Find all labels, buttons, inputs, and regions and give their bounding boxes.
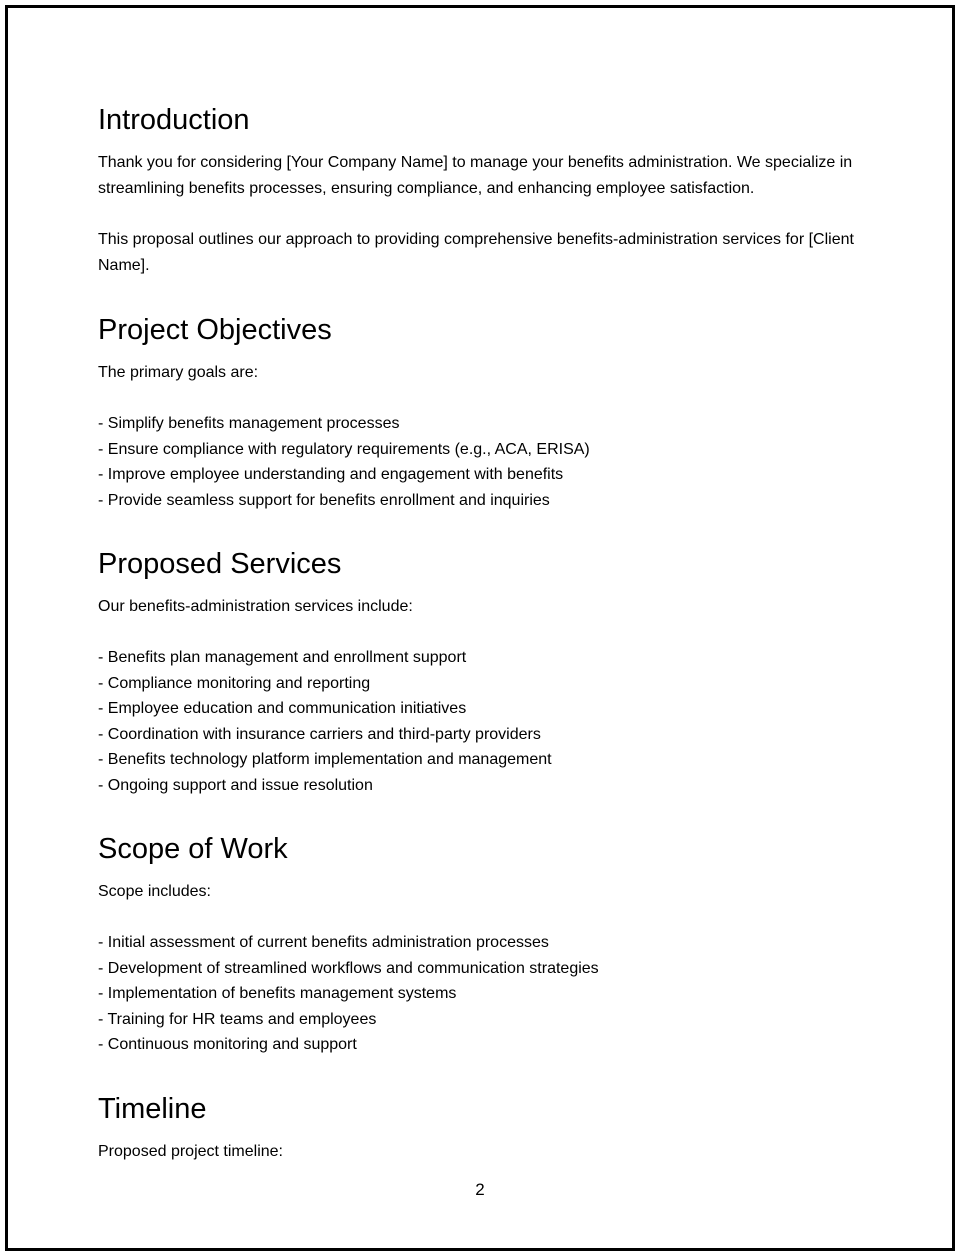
list-item: - Benefits plan management and enrollment support xyxy=(98,649,467,666)
introduction-paragraph-2: This proposal outlines our approach to providing comprehensive benefits-administration services for [Client Name]. xyxy=(98,231,854,274)
timeline-heading: Timeline xyxy=(98,1093,207,1125)
list-item: - Provide seamless support for benefits enrollment and inquiries xyxy=(98,491,550,509)
objectives-heading: Project Objectives xyxy=(98,314,332,346)
list-item: - Training for HR teams and employees xyxy=(98,1010,377,1028)
list-item: - Ensure compliance with regulatory requirements (e.g., ACA, ERISA) xyxy=(98,440,590,458)
list-item: - Development of streamlined workflows and communication strategies xyxy=(98,959,599,977)
introduction-paragraph-1: Thank you for considering [Your Company Name] to manage your benefits administration. We specialize in streamlining benefits processes, ensuring compliance, and enhancing employee satisfaction. xyxy=(98,154,853,197)
objectives-intro: The primary goals are: xyxy=(98,364,259,381)
list-item: - Continuous monitoring and support xyxy=(98,1036,357,1053)
list-item: - Implementation of benefits management systems xyxy=(98,985,457,1002)
scope-intro: Scope includes: xyxy=(98,883,211,900)
services-heading: Proposed Services xyxy=(98,548,342,580)
scope-heading: Scope of Work xyxy=(98,833,288,865)
list-item: - Coordination with insurance carriers and third-party providers xyxy=(98,725,541,743)
list-item: - Ongoing support and issue resolution xyxy=(98,776,373,794)
list-item: - Compliance monitoring and reporting xyxy=(98,674,371,692)
list-item: - Benefits technology platform implementation and management xyxy=(98,751,552,768)
list-item: - Improve employee understanding and engagement with benefits xyxy=(98,466,564,483)
list-item: - Simplify benefits management processes xyxy=(98,415,400,432)
page-number: 2 xyxy=(475,1180,485,1199)
timeline-intro: Proposed project timeline: xyxy=(98,1143,283,1160)
list-item: - Employee education and communication initiatives xyxy=(98,700,467,717)
scope-list xyxy=(98,930,599,1058)
document-page xyxy=(5,5,955,1251)
introduction-heading: Introduction xyxy=(98,104,250,136)
services-intro: Our benefits-administration services include: xyxy=(98,598,413,615)
objectives-list xyxy=(98,411,590,513)
services-list xyxy=(98,645,552,798)
list-item: - Initial assessment of current benefits administration processes xyxy=(98,934,549,951)
